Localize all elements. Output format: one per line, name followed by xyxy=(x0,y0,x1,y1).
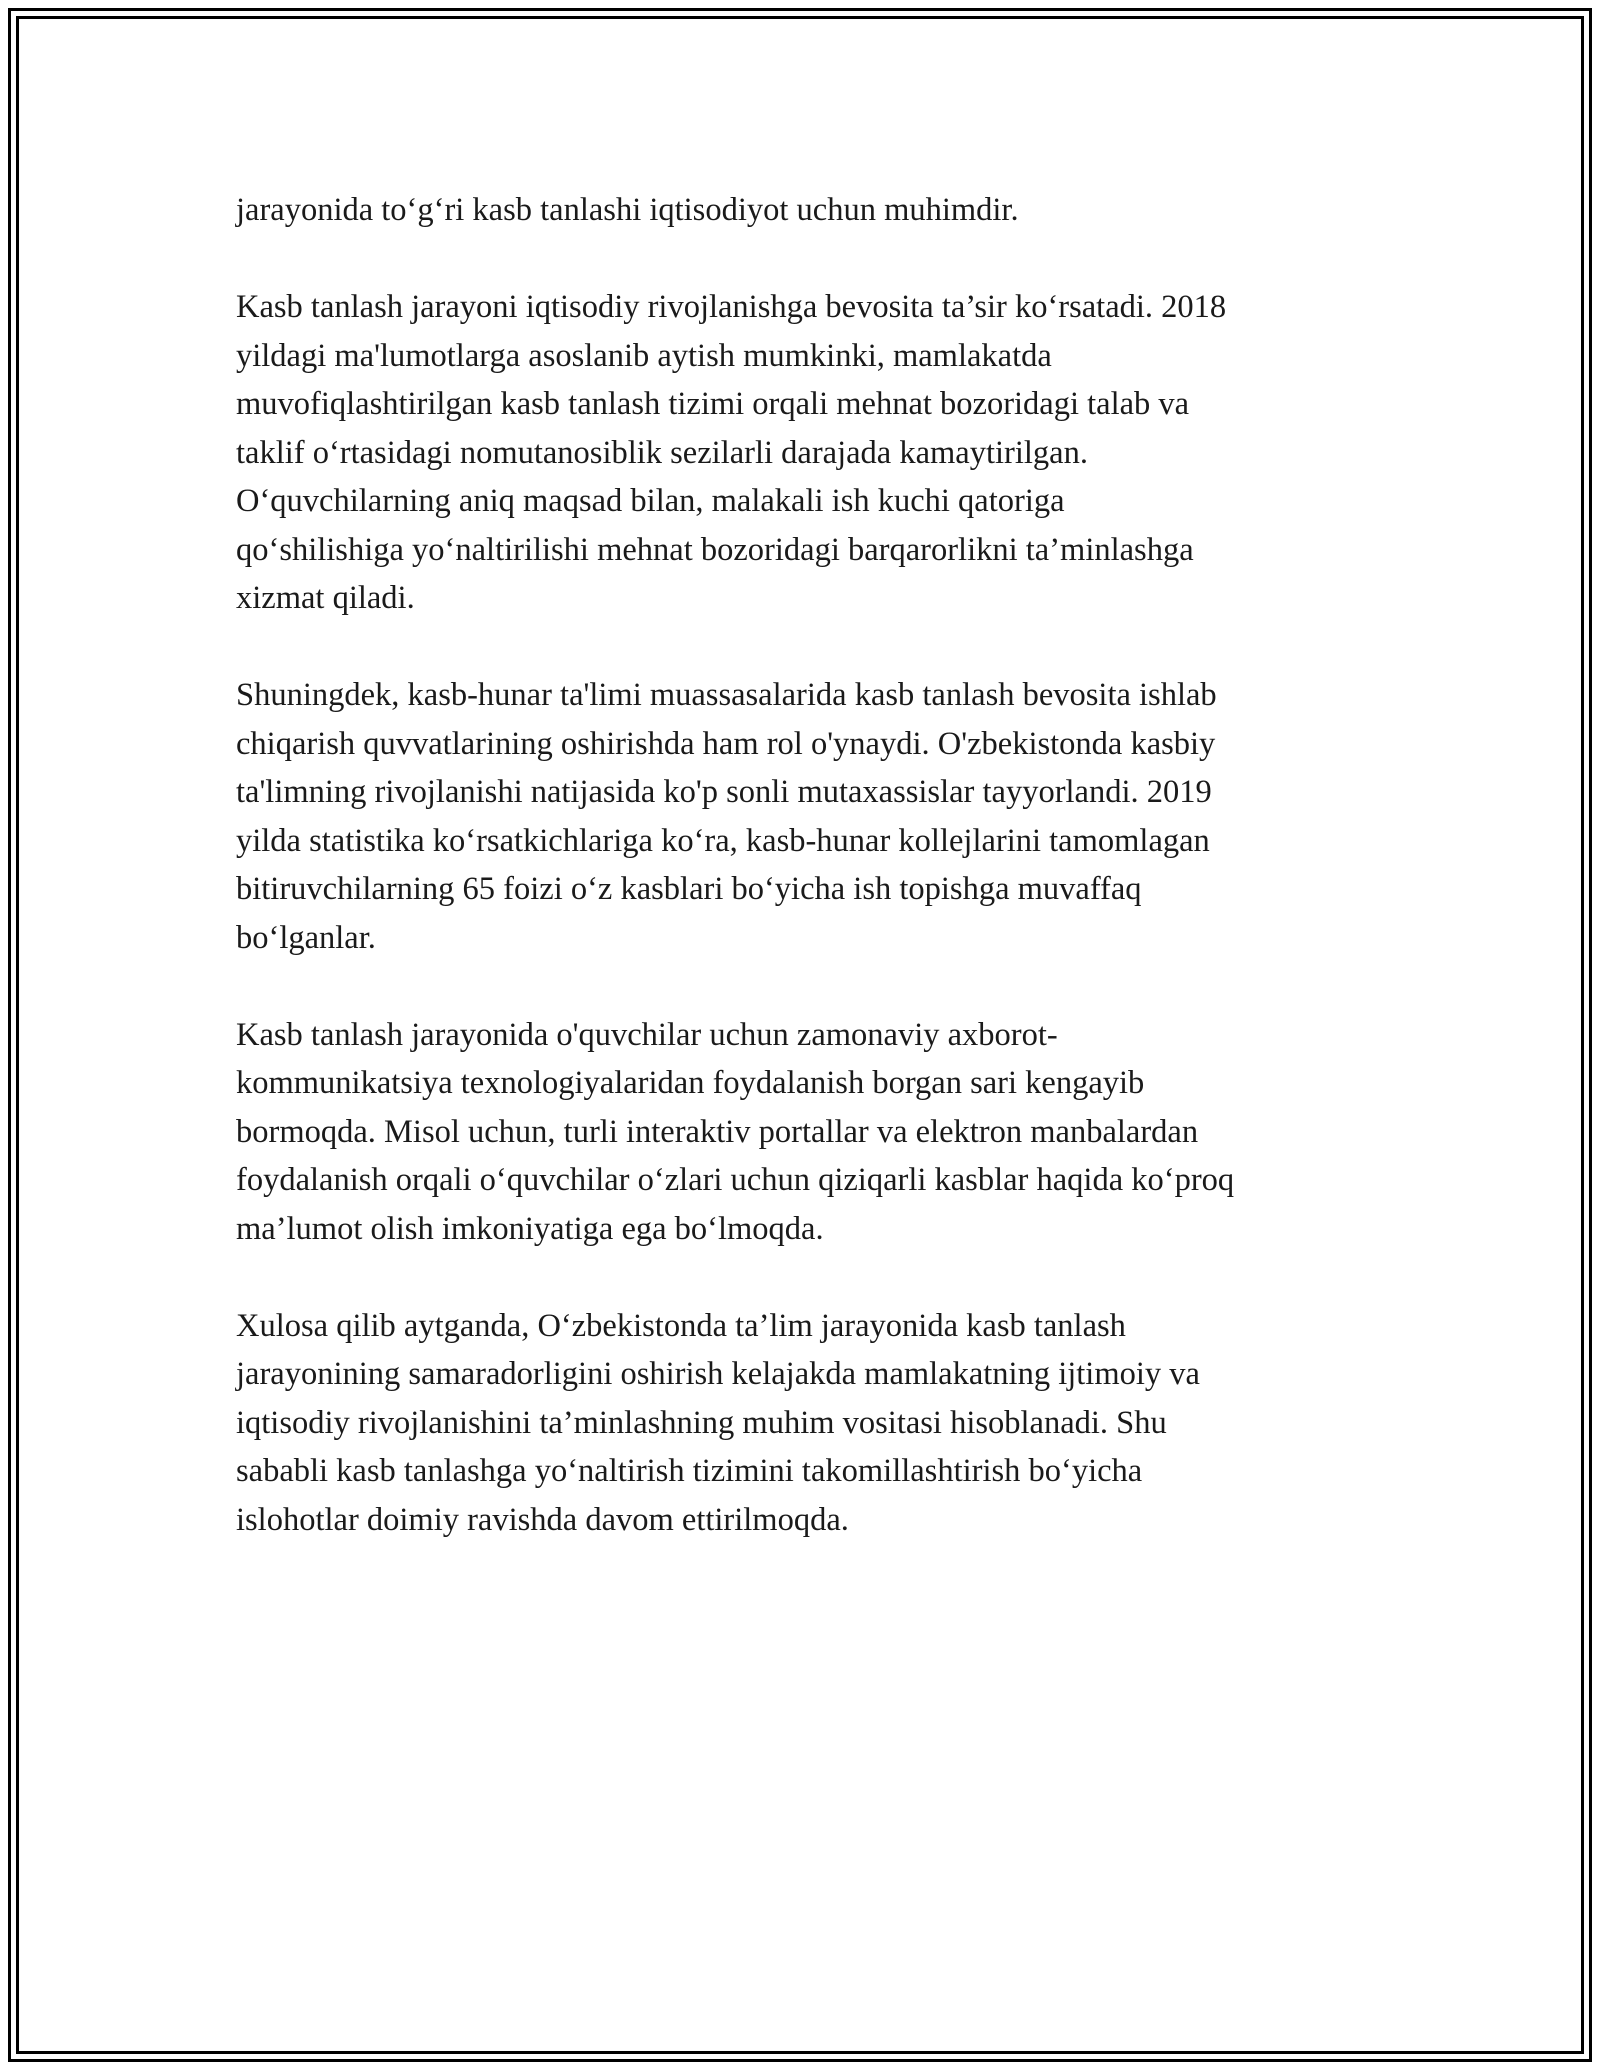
text-line: bormoqda. Misol uchun, turli interaktiv portallar va elektron manbalardan xyxy=(236,1113,1199,1150)
text-line: bitiruvchilarning 65 foizi o‘z kasblari bo‘yicha ish topishga muvaffaq xyxy=(236,871,1142,907)
text-line: jarayonining samaradorligini oshirish kelajakda mamlakatning ijtimoiy va xyxy=(236,1356,1200,1392)
text-line: yilda statistika ko‘rsatkichlariga ko‘ra, kasb-hunar kollejlarini tamomlagan xyxy=(236,822,1210,859)
text-line: iqtisodiy rivojlanishini ta’minlashning muhim vositasi hisoblanadi. Shu xyxy=(236,1404,1167,1441)
document-body xyxy=(236,186,1366,1544)
text-line: ta'limning rivojlanishi natijasida ko'p sonli mutaxassislar tayyorlandi. 2019 xyxy=(236,774,1212,810)
text-line: xizmat qiladi. xyxy=(236,580,415,616)
paragraph-2 xyxy=(236,283,1366,623)
text-line: ma’lumot olish imkoniyatiga ega bo‘lmoqda. xyxy=(236,1210,824,1247)
text-line: kommunikatsiya texnologiyalaridan foydalanish borgan sari kengayib xyxy=(236,1065,1145,1101)
text-line: jarayonida to‘g‘ri kasb tanlashi iqtisodiyot uchun muhimdir. xyxy=(236,192,1019,228)
text-line: sababli kasb tanlashga yo‘naltirish tizimini takomillashtirish bo‘yicha xyxy=(236,1453,1143,1489)
text-line: islohotlar doimiy ravishda davom ettirilmoqda. xyxy=(236,1501,849,1538)
text-line: O‘quvchilarning aniq maqsad bilan, malakali ish kuchi qatoriga xyxy=(236,483,1065,519)
paragraph-3 xyxy=(236,671,1366,962)
text-line: yildagi ma'lumotlarga asoslanib aytish mumkinki, mamlakatda xyxy=(236,337,1052,374)
text-line: Kasb tanlash jarayoni iqtisodiy rivojlanishga bevosita ta’sir ko‘rsatadi. 2018 xyxy=(236,289,1227,325)
text-line: Kasb tanlash jarayonida o'quvchilar uchun zamonaviy axborot- xyxy=(236,1016,1058,1053)
text-line: taklif o‘rtasidagi nomutanosiblik sezilarli darajada kamaytirilgan. xyxy=(236,434,1088,471)
text-line: muvofiqlashtirilgan kasb tanlash tizimi orqali mehnat bozoridagi talab va xyxy=(236,386,1190,422)
text-line: foydalanish orqali o‘quvchilar o‘zlari uchun qiziqarli kasblar haqida ko‘proq xyxy=(236,1162,1235,1198)
text-line: chiqarish quvvatlarining oshirishda ham rol o'ynaydi. O'zbekistonda kasbiy xyxy=(236,725,1216,762)
paragraph-4 xyxy=(236,1011,1366,1254)
paragraph-1 xyxy=(236,186,1366,235)
paragraph-5 xyxy=(236,1302,1366,1545)
text-line: bo‘lganlar. xyxy=(236,919,376,956)
text-line: Xulosa qilib aytganda, O‘zbekistonda ta’lim jarayonida kasb tanlash xyxy=(236,1307,1126,1344)
text-line: qo‘shilishiga yo‘naltirilishi mehnat bozoridagi barqarorlikni ta’minlashga xyxy=(236,531,1194,568)
text-line: Shuningdek, kasb-hunar ta'limi muassasalarida kasb tanlash bevosita ishlab xyxy=(236,677,1217,713)
